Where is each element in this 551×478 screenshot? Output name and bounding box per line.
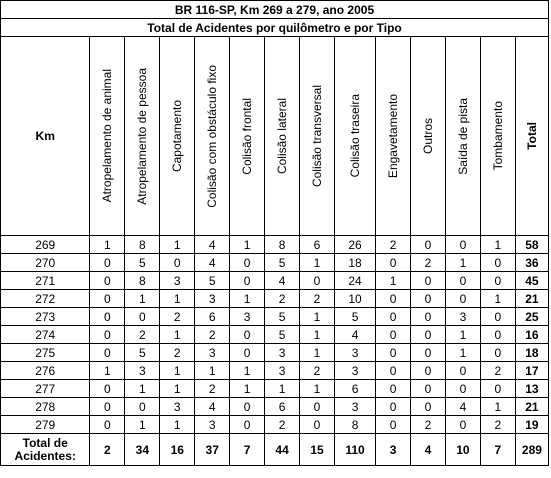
value-cell: 0 bbox=[90, 308, 125, 326]
value-cell: 8 bbox=[125, 272, 160, 290]
value-cell: 0 bbox=[411, 398, 446, 416]
totals-label-line2: Acidentes: bbox=[14, 448, 76, 463]
column-header bbox=[300, 37, 335, 236]
value-cell: 1 bbox=[480, 236, 515, 254]
value-cell: 0 bbox=[300, 272, 335, 290]
value-cell: 5 bbox=[334, 308, 375, 326]
row-total-cell: 58 bbox=[515, 236, 548, 254]
km-cell: 277 bbox=[1, 380, 90, 398]
value-cell: 0 bbox=[125, 398, 160, 416]
value-cell: 1 bbox=[300, 326, 335, 344]
value-cell: 4 bbox=[334, 326, 375, 344]
column-header bbox=[265, 37, 300, 236]
totals-label-line1: Total de bbox=[22, 435, 68, 450]
column-header-label: Colisão frontal bbox=[240, 97, 255, 175]
value-cell: 0 bbox=[411, 290, 446, 308]
value-cell: 1 bbox=[160, 380, 195, 398]
value-cell: 6 bbox=[195, 308, 230, 326]
column-header-label: Capotamento bbox=[170, 99, 185, 173]
value-cell: 1 bbox=[265, 380, 300, 398]
totals-label bbox=[1, 434, 90, 466]
value-cell: 0 bbox=[90, 398, 125, 416]
value-cell: 0 bbox=[376, 380, 411, 398]
km-cell: 274 bbox=[1, 326, 90, 344]
value-cell: 4 bbox=[265, 272, 300, 290]
column-header bbox=[411, 37, 446, 236]
value-cell: 2 bbox=[376, 236, 411, 254]
column-header-label: Colisão lateral bbox=[275, 97, 290, 175]
value-cell: 0 bbox=[480, 272, 515, 290]
table-row bbox=[1, 236, 549, 254]
value-cell: 3 bbox=[160, 398, 195, 416]
column-header bbox=[376, 37, 411, 236]
value-cell: 8 bbox=[125, 236, 160, 254]
column-header bbox=[480, 37, 515, 236]
value-cell: 0 bbox=[445, 236, 480, 254]
row-total-cell: 16 bbox=[515, 326, 548, 344]
value-cell: 2 bbox=[300, 290, 335, 308]
column-header-label: Outros bbox=[421, 117, 435, 154]
value-cell: 1 bbox=[300, 254, 335, 272]
value-cell: 0 bbox=[376, 398, 411, 416]
value-cell: 0 bbox=[90, 272, 125, 290]
value-cell: 8 bbox=[334, 416, 375, 434]
column-header bbox=[195, 37, 230, 236]
value-cell: 0 bbox=[411, 236, 446, 254]
column-total-cell: 37 bbox=[195, 434, 230, 466]
value-cell: 1 bbox=[90, 236, 125, 254]
km-cell: 276 bbox=[1, 362, 90, 380]
value-cell: 6 bbox=[265, 398, 300, 416]
value-cell: 4 bbox=[445, 398, 480, 416]
table-row bbox=[1, 362, 549, 380]
column-total-cell: 10 bbox=[445, 434, 480, 466]
column-header-label: Tombamento bbox=[490, 101, 505, 171]
value-cell: 24 bbox=[334, 272, 375, 290]
column-total-cell: 4 bbox=[411, 434, 446, 466]
value-cell: 1 bbox=[300, 380, 335, 398]
column-header bbox=[230, 37, 265, 236]
km-cell: 275 bbox=[1, 344, 90, 362]
value-cell: 2 bbox=[195, 326, 230, 344]
column-header-label: Colisão transversal bbox=[310, 84, 325, 188]
value-cell: 2 bbox=[160, 344, 195, 362]
value-cell: 1 bbox=[230, 380, 265, 398]
value-cell: 0 bbox=[300, 416, 335, 434]
value-cell: 0 bbox=[445, 362, 480, 380]
column-total-cell: 15 bbox=[300, 434, 335, 466]
row-total-cell: 36 bbox=[515, 254, 548, 272]
column-total-cell: 3 bbox=[376, 434, 411, 466]
value-cell: 1 bbox=[230, 236, 265, 254]
value-cell: 2 bbox=[195, 380, 230, 398]
value-cell: 3 bbox=[445, 308, 480, 326]
value-cell: 5 bbox=[125, 344, 160, 362]
value-cell: 0 bbox=[411, 344, 446, 362]
value-cell: 1 bbox=[230, 362, 265, 380]
table-row bbox=[1, 380, 549, 398]
value-cell: 0 bbox=[230, 326, 265, 344]
value-cell: 5 bbox=[265, 326, 300, 344]
value-cell: 0 bbox=[90, 290, 125, 308]
value-cell: 1 bbox=[90, 362, 125, 380]
value-cell: 0 bbox=[230, 272, 265, 290]
total-header bbox=[515, 37, 548, 236]
value-cell: 0 bbox=[411, 308, 446, 326]
value-cell: 3 bbox=[334, 344, 375, 362]
km-cell: 273 bbox=[1, 308, 90, 326]
row-total-cell: 18 bbox=[515, 344, 548, 362]
value-cell: 18 bbox=[334, 254, 375, 272]
table-subtitle: Total de Acidentes por quilômetro e por Tipo bbox=[1, 19, 549, 37]
value-cell: 1 bbox=[125, 416, 160, 434]
value-cell: 0 bbox=[445, 290, 480, 308]
value-cell: 5 bbox=[195, 272, 230, 290]
row-total-cell: 45 bbox=[515, 272, 548, 290]
row-total-cell: 25 bbox=[515, 308, 548, 326]
value-cell: 0 bbox=[160, 254, 195, 272]
value-cell: 0 bbox=[480, 380, 515, 398]
value-cell: 1 bbox=[376, 272, 411, 290]
value-cell: 3 bbox=[195, 290, 230, 308]
value-cell: 0 bbox=[480, 344, 515, 362]
table-row bbox=[1, 398, 549, 416]
value-cell: 0 bbox=[376, 308, 411, 326]
value-cell: 0 bbox=[480, 254, 515, 272]
column-total-cell: 7 bbox=[480, 434, 515, 466]
table-title: BR 116-SP, Km 269 a 279, ano 2005 bbox=[1, 1, 549, 19]
value-cell: 2 bbox=[125, 326, 160, 344]
value-cell: 26 bbox=[334, 236, 375, 254]
value-cell: 6 bbox=[334, 380, 375, 398]
table-row bbox=[1, 290, 549, 308]
value-cell: 0 bbox=[230, 416, 265, 434]
value-cell: 0 bbox=[411, 380, 446, 398]
column-total-cell: 44 bbox=[265, 434, 300, 466]
column-total-cell: 2 bbox=[90, 434, 125, 466]
value-cell: 10 bbox=[334, 290, 375, 308]
value-cell: 0 bbox=[376, 326, 411, 344]
value-cell: 1 bbox=[160, 326, 195, 344]
km-cell: 269 bbox=[1, 236, 90, 254]
value-cell: 0 bbox=[230, 344, 265, 362]
value-cell: 2 bbox=[300, 362, 335, 380]
value-cell: 2 bbox=[265, 416, 300, 434]
value-cell: 1 bbox=[160, 236, 195, 254]
value-cell: 0 bbox=[445, 272, 480, 290]
value-cell: 1 bbox=[125, 290, 160, 308]
column-header-label: Colisão traseira bbox=[348, 94, 363, 178]
table-row bbox=[1, 254, 549, 272]
row-total-cell: 19 bbox=[515, 416, 548, 434]
value-cell: 3 bbox=[195, 344, 230, 362]
value-cell: 0 bbox=[230, 398, 265, 416]
value-cell: 1 bbox=[445, 254, 480, 272]
table-row bbox=[1, 326, 549, 344]
column-total-cell: 16 bbox=[160, 434, 195, 466]
value-cell: 0 bbox=[90, 344, 125, 362]
value-cell: 3 bbox=[265, 344, 300, 362]
km-cell: 271 bbox=[1, 272, 90, 290]
value-cell: 2 bbox=[265, 290, 300, 308]
value-cell: 0 bbox=[445, 380, 480, 398]
value-cell: 0 bbox=[411, 362, 446, 380]
column-header-label: Atropelamento de pessoa bbox=[135, 67, 150, 205]
value-cell: 0 bbox=[125, 308, 160, 326]
value-cell: 0 bbox=[376, 254, 411, 272]
value-cell: 2 bbox=[480, 416, 515, 434]
value-cell: 0 bbox=[376, 344, 411, 362]
value-cell: 0 bbox=[480, 326, 515, 344]
value-cell: 3 bbox=[195, 416, 230, 434]
table-row bbox=[1, 308, 549, 326]
value-cell: 1 bbox=[160, 416, 195, 434]
row-total-cell: 17 bbox=[515, 362, 548, 380]
km-header: Km bbox=[1, 37, 90, 236]
table-row bbox=[1, 344, 549, 362]
column-header-label: Atropelamento de animal bbox=[100, 69, 115, 203]
value-cell: 5 bbox=[125, 254, 160, 272]
value-cell: 0 bbox=[480, 308, 515, 326]
value-cell: 3 bbox=[334, 362, 375, 380]
value-cell: 1 bbox=[195, 362, 230, 380]
column-header-label: Engavetamento bbox=[386, 93, 401, 179]
value-cell: 0 bbox=[411, 326, 446, 344]
column-total-cell: 34 bbox=[125, 434, 160, 466]
column-header-label: Colisão com obstáculo fixo bbox=[205, 64, 220, 208]
value-cell: 3 bbox=[160, 272, 195, 290]
value-cell: 0 bbox=[90, 326, 125, 344]
row-total-cell: 21 bbox=[515, 398, 548, 416]
value-cell: 0 bbox=[376, 362, 411, 380]
value-cell: 2 bbox=[480, 362, 515, 380]
value-cell: 3 bbox=[125, 362, 160, 380]
column-header bbox=[125, 37, 160, 236]
value-cell: 0 bbox=[90, 416, 125, 434]
value-cell: 0 bbox=[90, 380, 125, 398]
value-cell: 1 bbox=[230, 290, 265, 308]
value-cell: 2 bbox=[411, 416, 446, 434]
km-cell: 278 bbox=[1, 398, 90, 416]
value-cell: 3 bbox=[265, 362, 300, 380]
column-total-cell: 110 bbox=[334, 434, 375, 466]
km-cell: 272 bbox=[1, 290, 90, 308]
row-total-cell: 13 bbox=[515, 380, 548, 398]
value-cell: 5 bbox=[265, 308, 300, 326]
value-cell: 1 bbox=[300, 308, 335, 326]
totals-row bbox=[1, 434, 549, 466]
value-cell: 1 bbox=[445, 326, 480, 344]
table-row bbox=[1, 272, 549, 290]
value-cell: 3 bbox=[334, 398, 375, 416]
value-cell: 3 bbox=[230, 308, 265, 326]
value-cell: 0 bbox=[90, 254, 125, 272]
column-header bbox=[160, 37, 195, 236]
km-cell: 270 bbox=[1, 254, 90, 272]
value-cell: 0 bbox=[300, 398, 335, 416]
column-header-label: Saída de pista bbox=[455, 97, 470, 175]
value-cell: 2 bbox=[160, 308, 195, 326]
value-cell: 0 bbox=[376, 416, 411, 434]
row-total-cell: 21 bbox=[515, 290, 548, 308]
value-cell: 0 bbox=[445, 416, 480, 434]
value-cell: 1 bbox=[125, 380, 160, 398]
column-header bbox=[445, 37, 480, 236]
column-total-cell: 7 bbox=[230, 434, 265, 466]
table-row bbox=[1, 416, 549, 434]
value-cell: 1 bbox=[445, 344, 480, 362]
value-cell: 4 bbox=[195, 236, 230, 254]
value-cell: 1 bbox=[300, 344, 335, 362]
value-cell: 1 bbox=[480, 290, 515, 308]
total-header-label: Total bbox=[524, 122, 539, 150]
value-cell: 0 bbox=[230, 254, 265, 272]
value-cell: 1 bbox=[160, 362, 195, 380]
value-cell: 1 bbox=[160, 290, 195, 308]
value-cell: 2 bbox=[411, 254, 446, 272]
value-cell: 1 bbox=[480, 398, 515, 416]
value-cell: 6 bbox=[300, 236, 335, 254]
value-cell: 4 bbox=[195, 254, 230, 272]
value-cell: 4 bbox=[195, 398, 230, 416]
value-cell: 8 bbox=[265, 236, 300, 254]
column-header bbox=[334, 37, 375, 236]
value-cell: 0 bbox=[411, 272, 446, 290]
value-cell: 5 bbox=[265, 254, 300, 272]
column-header bbox=[90, 37, 125, 236]
value-cell: 0 bbox=[376, 290, 411, 308]
km-cell: 279 bbox=[1, 416, 90, 434]
grand-total-cell: 289 bbox=[515, 434, 548, 466]
